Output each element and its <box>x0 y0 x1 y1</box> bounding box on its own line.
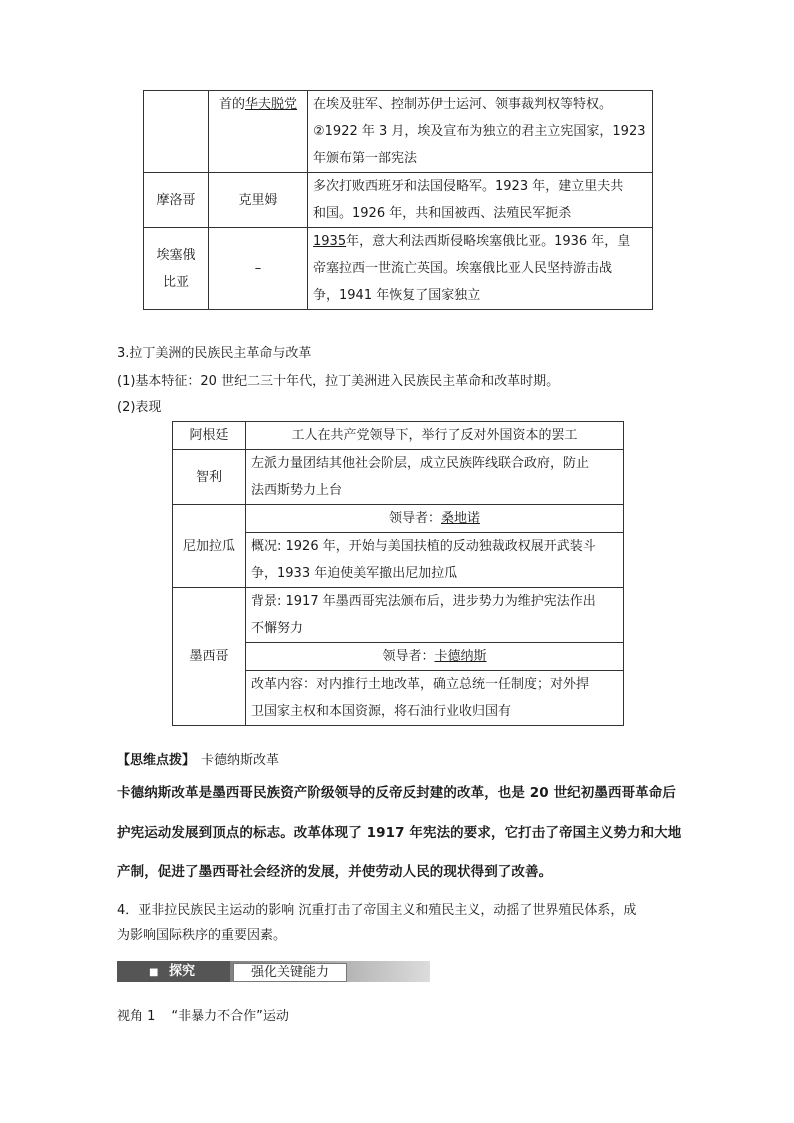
country-cell: 阿根廷 <box>173 422 246 450</box>
table-row <box>144 173 653 228</box>
table-cell <box>144 91 209 173</box>
table-cell <box>246 505 624 533</box>
thinking-line: 护宪运动发展到顶点的标志。改革体现了 1917 年宪法的要求，它打击了帝国主义势力和大地 <box>117 825 682 841</box>
cell-line: 争，1933 年迫使美军撤出尼加拉瓜 <box>251 566 458 581</box>
table-row <box>173 505 624 533</box>
cell-line: 概况: 1926 年，开始与美国扶植的反动独裁政权展开武装斗 <box>251 539 596 554</box>
table-cell: 工人在共产党领导下，举行了反对外国资本的罢工 <box>246 422 624 450</box>
paragraph: 4．亚非拉民族民主运动的影响 沉重打击了帝国主义和殖民主义，动摇了世界殖民体系，成 <box>117 903 637 918</box>
underlined-text: 卡德纳斯 <box>434 649 487 664</box>
square-bullet-icon: ■ <box>149 967 159 978</box>
thinking-line: 产制，促进了墨西哥社会经济的发展，并使劳动人民的现状得到了改善。 <box>117 864 553 880</box>
colonial-movements-table <box>143 90 653 310</box>
perspective-title: “非暴力不合作”运动 <box>171 1009 289 1024</box>
table-cell <box>308 228 653 310</box>
table-row <box>173 588 624 643</box>
cell-line: 法西斯势力上台 <box>251 483 343 498</box>
table-cell <box>246 450 624 505</box>
paragraph: (1)基本特征：20 世纪二三十年代，拉丁美洲进入民族民主革命和改革时期。 <box>117 374 560 389</box>
cell-line: 帝塞拉西一世流亡英国。埃塞俄比亚人民坚持游击战 <box>313 261 613 276</box>
table-cell <box>246 533 624 588</box>
banner-subtitle: 强化关键能力 <box>233 963 347 982</box>
cell-line: 年颁布第一部宪法 <box>313 151 418 166</box>
table-cell <box>246 588 624 643</box>
table-cell <box>308 173 653 228</box>
paragraph: 为影响国际秩序的重要因素。 <box>117 928 287 943</box>
cell-line: 和国。1926 年，共和国被西、法殖民军扼杀 <box>313 206 572 221</box>
cell-line: 争，1941 年恢复了国家独立 <box>313 288 481 303</box>
latin-america-table <box>172 421 624 726</box>
cell-line: ②1922 年 3 月，埃及宣布为独立的君主立宪国家，1923 <box>313 124 646 139</box>
underlined-text: 桑地诺 <box>441 511 481 526</box>
country-cell: 尼加拉瓜 <box>173 505 246 588</box>
cell-line: 比亚 <box>162 274 189 290</box>
country-cell: 摩洛哥 <box>144 173 209 228</box>
cell-line: 不懈努力 <box>251 621 304 636</box>
cell-text: 领导者： <box>382 649 435 664</box>
table-cell <box>246 671 624 726</box>
cell-line: 卫国家主权和本国资源，将石油行业收归国有 <box>251 704 512 719</box>
table-cell <box>209 91 308 173</box>
underlined-text: 1935 <box>313 234 347 249</box>
cell-line: 多次打败西班牙和法国侵略军。1923 年，建立里夫共 <box>313 179 624 194</box>
thinking-tag: 【思维点拨】 <box>117 753 196 768</box>
thinking-line: 卡德纳斯改革是墨西哥民族资产阶级领导的反帝反封建的改革，也是 20 世纪初墨西哥革命后 <box>117 785 676 801</box>
paragraph: (2)表现 <box>117 400 162 415</box>
thinking-topic: 卡德纳斯改革 <box>201 753 280 768</box>
cell-line: 埃塞俄 <box>156 247 196 263</box>
cell-line: 背景: 1917 年墨西哥宪法颁布后，进步势力为维护宪法作出 <box>251 594 596 609</box>
table-row <box>173 450 624 505</box>
banner-label <box>117 961 230 982</box>
table-cell <box>308 91 653 173</box>
table-row <box>173 422 624 450</box>
perspective-label: 视角 1 <box>117 1009 156 1024</box>
underlined-text: 华夫脱党 <box>245 97 298 112</box>
table-row <box>144 91 653 173</box>
cell-line: 年，意大利法西斯侵略埃塞俄比亚。1936 年，皇 <box>346 234 631 249</box>
section-heading: 3.拉丁美洲的民族民主革命与改革 <box>117 346 312 361</box>
country-cell: 智利 <box>173 450 246 505</box>
table-row <box>144 228 653 310</box>
perspective-heading <box>117 1005 289 1024</box>
cell-text: 领导者： <box>388 511 441 526</box>
country-cell <box>144 228 209 310</box>
leader-cell: – <box>209 228 308 310</box>
cell-text: 首的 <box>218 97 245 112</box>
cell-line: 在埃及驻军、控制苏伊士运河、领事裁判权等特权。 <box>313 97 613 112</box>
table-cell <box>246 643 624 671</box>
leader-cell: 克里姆 <box>209 173 308 228</box>
cell-line: 左派力量团结其他社会阶层，成立民族阵线联合政府，防止 <box>251 456 590 471</box>
cell-line: 改革内容：对内推行土地改革，确立总统一任制度；对外捍 <box>251 677 590 692</box>
banner-title: 探究 <box>168 964 195 979</box>
thinking-heading <box>117 749 279 768</box>
country-cell: 墨西哥 <box>173 588 246 726</box>
